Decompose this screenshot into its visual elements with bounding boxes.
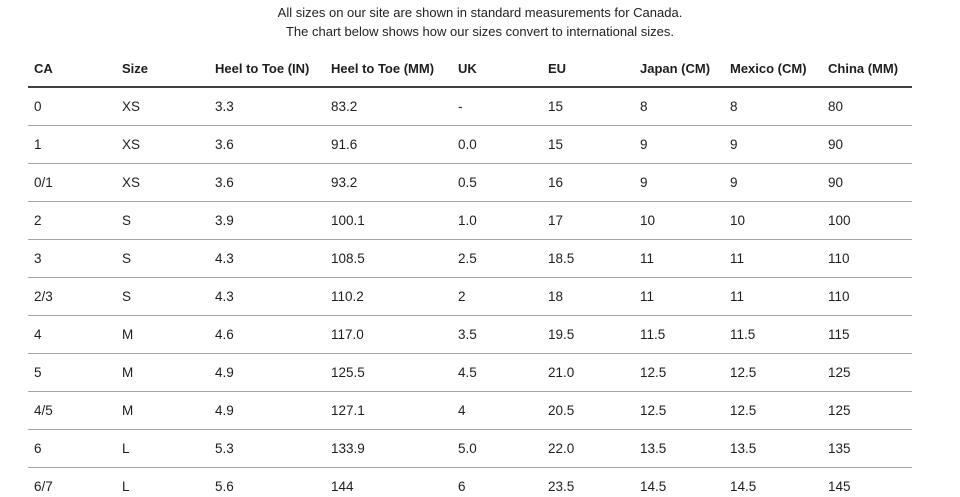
column-header: Heel to Toe (MM) <box>325 50 452 87</box>
table-cell: 100 <box>822 201 912 239</box>
table-cell: M <box>116 315 209 353</box>
table-cell: 2 <box>28 201 116 239</box>
table-cell: 11.5 <box>724 315 822 353</box>
table-cell: 21.0 <box>542 353 634 391</box>
table-cell: 10 <box>634 201 724 239</box>
table-cell: 20.5 <box>542 391 634 429</box>
table-cell: L <box>116 429 209 467</box>
table-cell: 127.1 <box>325 391 452 429</box>
table-cell: 135 <box>822 429 912 467</box>
column-header: Japan (CM) <box>634 50 724 87</box>
table-cell: 125 <box>822 353 912 391</box>
table-cell: 90 <box>822 125 912 163</box>
table-cell: 125.5 <box>325 353 452 391</box>
table-cell: 144 <box>325 467 452 497</box>
table-cell: 11 <box>724 277 822 315</box>
table-cell: 14.5 <box>724 467 822 497</box>
column-header: UK <box>452 50 542 87</box>
column-header: EU <box>542 50 634 87</box>
table-row <box>28 429 912 467</box>
table-cell: S <box>116 277 209 315</box>
table-cell: - <box>452 87 542 125</box>
table-cell: 3.6 <box>209 163 325 201</box>
table-cell: 11 <box>634 277 724 315</box>
table-cell: XS <box>116 163 209 201</box>
table-cell: 6 <box>28 429 116 467</box>
table-cell: 14.5 <box>634 467 724 497</box>
table-cell: 3.9 <box>209 201 325 239</box>
table-cell: 9 <box>634 125 724 163</box>
table-cell: 5.3 <box>209 429 325 467</box>
table-row <box>28 467 912 497</box>
table-cell: 18.5 <box>542 239 634 277</box>
table-cell: 5.0 <box>452 429 542 467</box>
table-row <box>28 391 912 429</box>
table-cell: 110 <box>822 239 912 277</box>
table-cell: S <box>116 239 209 277</box>
table-cell: 9 <box>634 163 724 201</box>
table-cell: M <box>116 391 209 429</box>
table-cell: 117.0 <box>325 315 452 353</box>
table-row <box>28 163 912 201</box>
intro-line-2: The chart below shows how our sizes convert to international sizes. <box>285 24 675 39</box>
table-cell: 125 <box>822 391 912 429</box>
table-cell: 12.5 <box>724 391 822 429</box>
table-cell: 8 <box>634 87 724 125</box>
table-cell: 0.0 <box>452 125 542 163</box>
table-cell: 115 <box>822 315 912 353</box>
table-row <box>28 277 912 315</box>
table-cell: 4 <box>28 315 116 353</box>
table-cell: XS <box>116 125 209 163</box>
table-cell: 5.6 <box>209 467 325 497</box>
table-row <box>28 239 912 277</box>
table-cell: 12.5 <box>724 353 822 391</box>
column-header: Size <box>116 50 209 87</box>
table-cell: S <box>116 201 209 239</box>
table-cell: 16 <box>542 163 634 201</box>
table-body <box>28 87 912 497</box>
table-row <box>28 353 912 391</box>
table-cell: 1.0 <box>452 201 542 239</box>
table-cell: 8 <box>724 87 822 125</box>
table-cell: 12.5 <box>634 353 724 391</box>
table-cell: 133.9 <box>325 429 452 467</box>
table-cell: 15 <box>542 87 634 125</box>
table-cell: L <box>116 467 209 497</box>
table-cell: 19.5 <box>542 315 634 353</box>
table-cell: 10 <box>724 201 822 239</box>
table-cell: 110 <box>822 277 912 315</box>
table-cell: 110.2 <box>325 277 452 315</box>
table-cell: 2.5 <box>452 239 542 277</box>
column-header: China (MM) <box>822 50 912 87</box>
table-cell: 0.5 <box>452 163 542 201</box>
table-cell: 11 <box>634 239 724 277</box>
table-cell: 9 <box>724 125 822 163</box>
column-header: Heel to Toe (IN) <box>209 50 325 87</box>
table-header-row <box>28 50 912 87</box>
table-cell: 3.6 <box>209 125 325 163</box>
table-cell: 93.2 <box>325 163 452 201</box>
table-cell: 4 <box>452 391 542 429</box>
intro-text <box>0 0 960 41</box>
table-cell: 15 <box>542 125 634 163</box>
column-header: CA <box>28 50 116 87</box>
table-cell: 3.3 <box>209 87 325 125</box>
table-row <box>28 315 912 353</box>
table-cell: 80 <box>822 87 912 125</box>
table-cell: 91.6 <box>325 125 452 163</box>
table-cell: XS <box>116 87 209 125</box>
table-cell: 4.5 <box>452 353 542 391</box>
table-cell: 17 <box>542 201 634 239</box>
table-cell: 4.3 <box>209 277 325 315</box>
table-cell: 145 <box>822 467 912 497</box>
table-cell: 100.1 <box>325 201 452 239</box>
table-cell: 4/5 <box>28 391 116 429</box>
table-cell: M <box>116 353 209 391</box>
table-cell: 1 <box>28 125 116 163</box>
table-cell: 11 <box>724 239 822 277</box>
table-header <box>28 50 912 87</box>
table-cell: 4.9 <box>209 353 325 391</box>
column-header: Mexico (CM) <box>724 50 822 87</box>
table-cell: 23.5 <box>542 467 634 497</box>
table-cell: 4.3 <box>209 239 325 277</box>
table-cell: 12.5 <box>634 391 724 429</box>
table-row <box>28 125 912 163</box>
table-cell: 2 <box>452 277 542 315</box>
table-cell: 108.5 <box>325 239 452 277</box>
table-cell: 90 <box>822 163 912 201</box>
table-cell: 3 <box>28 239 116 277</box>
table-cell: 2/3 <box>28 277 116 315</box>
table-cell: 3.5 <box>452 315 542 353</box>
table-row <box>28 201 912 239</box>
intro-line-1: All sizes on our site are shown in standard measurements for Canada. <box>277 5 683 20</box>
table-cell: 22.0 <box>542 429 634 467</box>
size-conversion-table <box>28 50 912 497</box>
table-cell: 4.6 <box>209 315 325 353</box>
table-row <box>28 87 912 125</box>
table-cell: 6 <box>452 467 542 497</box>
table-cell: 18 <box>542 277 634 315</box>
table-cell: 4.9 <box>209 391 325 429</box>
table-cell: 11.5 <box>634 315 724 353</box>
table-cell: 0 <box>28 87 116 125</box>
table-cell: 6/7 <box>28 467 116 497</box>
table-cell: 13.5 <box>634 429 724 467</box>
table-cell: 9 <box>724 163 822 201</box>
table-cell: 0/1 <box>28 163 116 201</box>
table-cell: 5 <box>28 353 116 391</box>
table-cell: 83.2 <box>325 87 452 125</box>
table-cell: 13.5 <box>724 429 822 467</box>
